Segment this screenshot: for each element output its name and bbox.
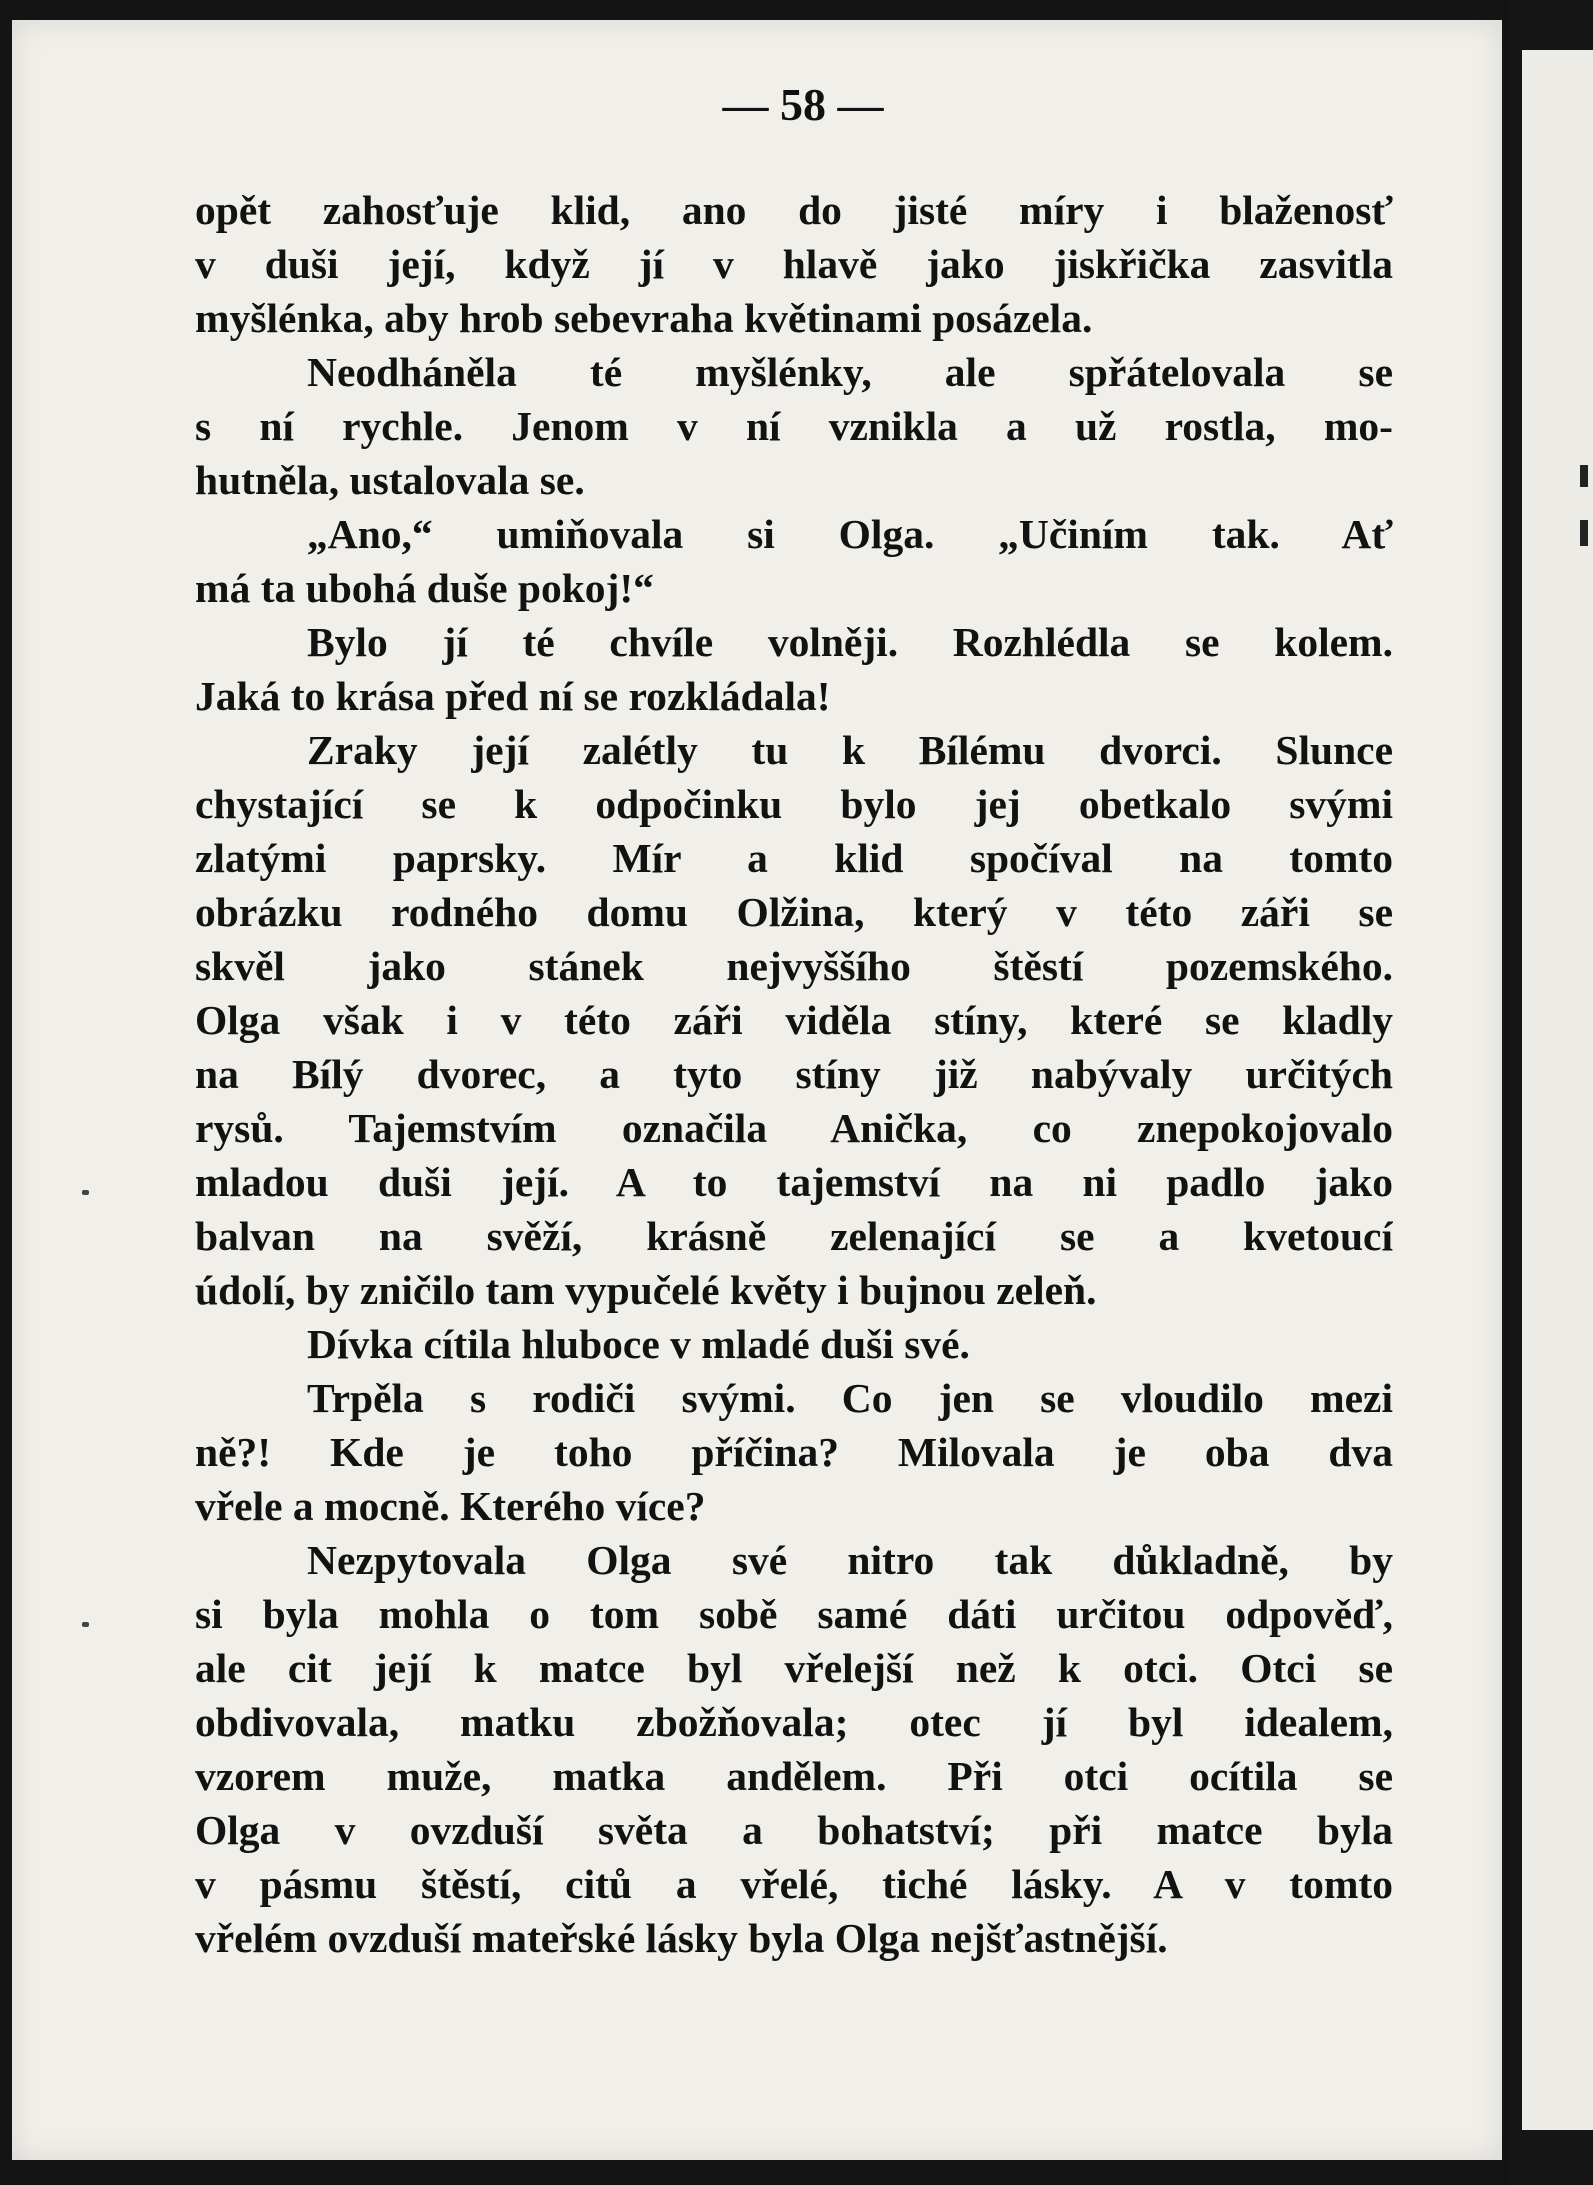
text-line: na Bílý dvorec, a tyto stíny již nabývaly určitých — [195, 1051, 1393, 1097]
text-line: skvěl jako stánek nejvyššího štěstí pozemského. — [195, 943, 1393, 989]
text-line: zlatými paprsky. Mír a klid spočíval na tomto — [195, 835, 1393, 881]
text-line: balvan na svěží, krásně zelenající se a kvetoucí — [195, 1213, 1393, 1259]
text-line: vzorem muže, matka andělem. Při otci ocítila se — [195, 1753, 1393, 1799]
text-line: Neodháněla té myšlénky, ale spřátelovala se — [307, 349, 1393, 395]
text-line: obrázku rodného domu Olžina, který v této záři se — [195, 889, 1393, 935]
text-line: má ta ubohá duše pokoj!“ — [195, 565, 654, 611]
text-line: hutněla, ustalovala se. — [195, 457, 585, 503]
text-line: mladou duši její. A to tajemství na ni padlo jako — [195, 1159, 1393, 1205]
text-line: Olga v ovzduší světa a bohatství; při matce byla — [195, 1807, 1393, 1853]
text-line: obdivovala, matku zbožňovala; otec jí byl idealem, — [195, 1699, 1393, 1745]
text-line: ale cit její k matce byl vřelejší než k otci. Otci se — [195, 1645, 1393, 1691]
facing-page-glyph — [1580, 520, 1588, 546]
page-body-text — [195, 183, 1393, 1965]
text-line: Jaká to krása před ní se rozkládala! — [195, 673, 831, 719]
text-line: Dívka cítila hluboce v mladé duši své. — [307, 1321, 970, 1367]
text-line: Bylo jí té chvíle volněji. Rozhlédla se kolem. — [307, 619, 1393, 665]
text-line: vřele a mocně. Kterého více? — [195, 1483, 706, 1529]
text-line: si byla mohla o tom sobě samé dáti určitou odpověď, — [195, 1591, 1393, 1637]
facing-page-edge — [1522, 50, 1593, 2130]
text-line: Trpěla s rodiči svými. Co jen se vloudilo mezi — [307, 1375, 1393, 1421]
margin-speck — [82, 1190, 89, 1195]
margin-speck — [82, 1622, 89, 1627]
text-line: „Ano,“ umiňovala si Olga. „Učiním tak. Ať — [307, 511, 1393, 557]
text-line: chystající se k odpočinku bylo jej obetkalo svými — [195, 781, 1393, 827]
text-line: Olga však i v této záři viděla stíny, které se kladly — [195, 997, 1393, 1043]
page-number: — 58 — — [722, 79, 884, 130]
text-line: opět zahosťuje klid, ano do jisté míry i blaženosť — [195, 187, 1393, 233]
text-line: myšlénka, aby hrob sebevraha květinami posázela. — [195, 295, 1093, 341]
text-line: Nezpytovala Olga své nitro tak důkladně, by — [307, 1537, 1393, 1583]
text-line: s ní rychle. Jenom v ní vznikla a už rostla, mo- — [195, 403, 1393, 449]
text-line: v pásmu štěstí, citů a vřelé, tiché lásky. A v tomto — [195, 1861, 1393, 1907]
facing-page-glyph — [1580, 465, 1588, 487]
text-line: vřelém ovzduší mateřské lásky byla Olga nejšťastnější. — [195, 1915, 1168, 1961]
text-line: rysů. Tajemstvím označila Anička, co znepokojovalo — [195, 1105, 1393, 1151]
text-line: ně?! Kde je toho příčina? Milovala je oba dva — [195, 1429, 1393, 1475]
text-line: údolí, by zničilo tam vypučelé květy i bujnou zeleň. — [195, 1267, 1097, 1313]
text-line: Zraky její zalétly tu k Bílému dvorci. Slunce — [307, 727, 1393, 773]
text-line: v duši její, když jí v hlavě jako jiskřička zasvitla — [195, 241, 1393, 287]
